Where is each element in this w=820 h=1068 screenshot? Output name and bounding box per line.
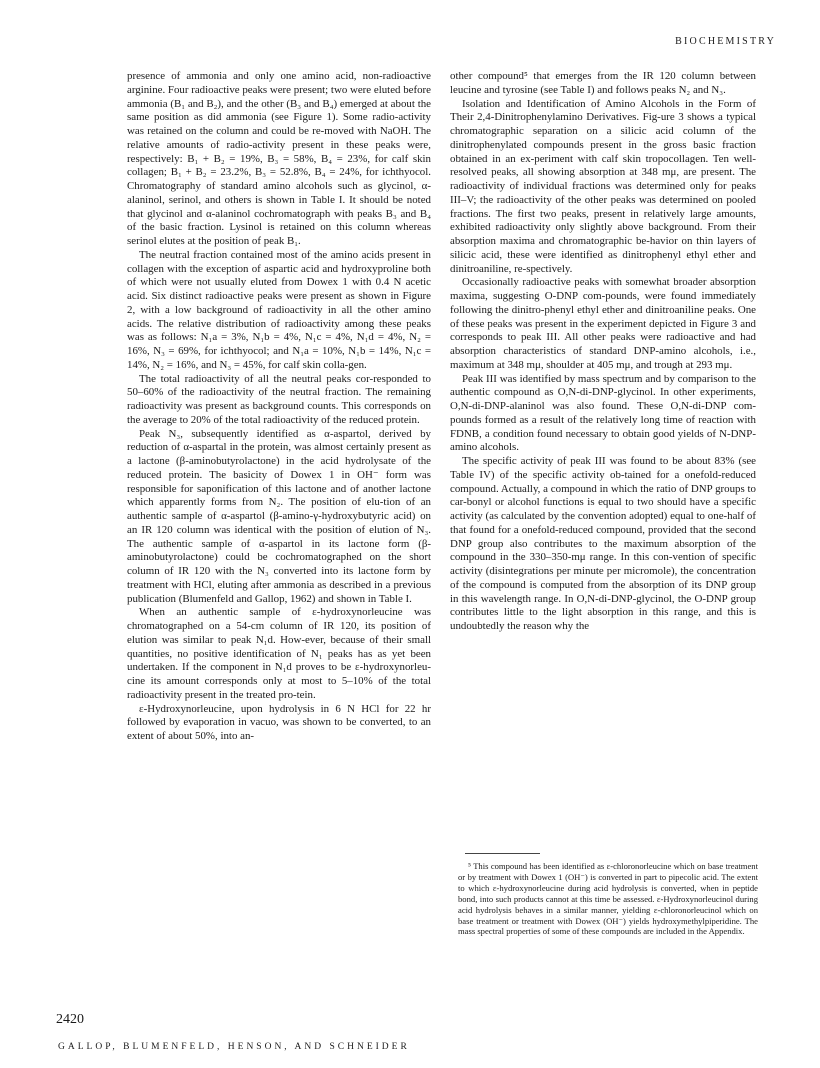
author-footer: GALLOP, BLUMENFELD, HENSON, AND SCHNEIDER <box>58 1042 410 1052</box>
paragraph: Occasionally radioactive peaks with somewhat broader absorption maxima, suggesting O-DNP com-pounds, were found immediately following the dinitro-phenyl ethyl ether and dinitroaniline peaks. One of these peaks was present in the experiment depicted in Figure 3 and corresponds to peak III. All other peaks were radioactive and had absorption characteristics of standard DNP-amino alcohols, i.e., maximum at 348 mμ, shoulder at 405 mμ, and trough at 293 mμ. <box>450 276 756 371</box>
paragraph: ε-Hydroxynorleucine, upon hydrolysis in 6 N HCl for 22 hr followed by evaporation in vacuo, was shown to be converted, to an extent of about 50%, into an- <box>127 702 431 742</box>
section-paragraph: Isolation and Identification of Amino Alcohols in the Form of Their 2,4-Dinitrophenylamino Derivatives. Fig-ure 3 shows a typical chromatographic separation on a silicic acid column of the dinitrophenylated compounds present in the gross basic fraction obtained in an ex-periment with calf skin tropocollagen. Ten well-resolved peaks, all showing absorption at 348 mμ, are present. The radioactivity of individual fractions was determined only for peaks III–V; the radioactivity of the other peaks was determined on pooled fractions. The first two peaks, present in relatively large amounts, exhibited radioactivity only slightly above background. From their absorption maxima and chromatographic be-havior on thin layers of silicic acid, these were identified as dinitrophenyl ethyl ether and dinitroaniline, re-spectively. <box>450 97 756 275</box>
right-column <box>450 70 756 634</box>
paragraph: Peak III was identified by mass spectrum and by comparison to the authentic compound as O,N-di-DNP-glycinol. In other experiments, O,N-di-DNP-alaninol was also found. These O,N-di-DNP com-pounds formed as a result of the relatively long time of reaction with FDNB, a condition found necessary to obtain good yields of N-DNP-amino alcohols. <box>450 372 756 454</box>
paragraph: The total radioactivity of all the neutral peaks cor-responded to 50–60% of the radioactivity of the neutral fraction. The remaining radioactivity was present as background counts. This corresponds on the average to 20% of the total radioactivity of the reduced protein. <box>127 372 431 426</box>
footnote-rule <box>465 853 540 854</box>
paragraph: When an authentic sample of ε-hydroxynorleucine was chromatographed on a 54-cm column of IR 120, its position of elution was similar to peak N₁d. How-ever, because of their small quantities, no positive identification of N₁ peaks has as yet been undertaken. If the component in N₁d proves to be ε-hydroxynorleu-cine its amount corresponds only at most to 5–10% of the total radioactivity present in the treated pro-tein. <box>127 606 431 701</box>
left-column <box>127 70 431 744</box>
paragraph: presence of ammonia and only one amino acid, non-radioactive arginine. Four radioactive peaks were present; two were eluted before ammonia (B₁ and B₂), and the other (B₃ and B₄) emerged at about the same position as did ammonia (see Figure 1). Some radio-activity was retained on the column and could be re-moved with NaOH. The relative amounts of radio-activity present in these peaks were, respectively: B₁ + B₂ = 19%, B₃ = 58%, B₄ = 23%, for calf skin collagen; B₁ + B₂ = 23.2%, B₃ = 52.8%, B₄ = 24%, for ichthyocol. Chromatography of standard amino alcohols such as glycinol, α-alaninol, serinol, and others is shown in Table I. It should be noted that glycinol and α-alaninol cochromatograph with peaks B₃ and B₄ of the basic fraction. Lysinol is retained on this column whereas serinol elutes at the position of peak B₁. <box>127 70 432 247</box>
footnote <box>458 861 758 937</box>
paragraph: The specific activity of peak III was found to be about 83% (see Table IV) of the specific activity ob-tained for a onefold-reduced compound. Actually, a compound in which the ratio of DNP groups to car-bonyl or alcohol functions is equal to two should have a specific activity (as calculated by the convention adopted) equal to one-half of that found for a onefold-reduced compound, provided that the second DNP group also contributes to the maximum absorption of the compound in the 330–350-mμ range. In this con-vention of specific activity (disintegrations per minute per micromole), the concentration of the compound is computed from the absorption of its DNP group in this wavelength range. In O,N-di-DNP-glycinol, the O-DNP group contributes little to the light absorption in this range, and this is undoubtedly the reason why the <box>450 455 756 632</box>
footnote-text: ⁵ This compound has been identified as ε-chloronorleucine which on base treatment or by treatment with Dowex 1 (OH⁻) is converted in part to pipecolic acid. The extent to which ε-hydroxynorleucine during acid hydrolysis is converted, when in peptide bond, into such products cannot at this time be assessed. ε-Hydroxynorleucinol during acid hydrolysis behaves in a similar manner, yielding ε-chloronorleucinol which on base treatment or treatment with Dowex (OH⁻) yields hydroxymethylpiperidine. The mass spectral properties of some of these compounds are included in the Appendix. <box>458 861 758 937</box>
journal-header: BIOCHEMISTRY <box>675 36 776 47</box>
paragraph: The neutral fraction contained most of the amino acids present in collagen with the exception of aspartic acid and hydroxyproline both of which were not usually eluted from Dowex 1 with 0.4 N acetic acid. Six distinct radioactive peaks were present as shown in Figure 2, with a low background of radioactivity in all the other amino acids. The relative distribution of radioactivity among these peaks was as follows: N₁a = 3%, N₁b = 4%, N₁c = 4%, N₁d = 4%, N₂ = 16%, N₃ = 69%, for ichthyocol; and N₁a = 10%, N₁b = 14%, N₁c = 14%, N₂ = 16%, and N₃ = 45%, for calf skin colla-gen. <box>127 248 431 371</box>
page-number: 2420 <box>56 1012 84 1027</box>
paragraph: Peak N₃, subsequently identified as α-aspartol, derived by reduction of α-aspartal in the protein, was almost certainly present as a lactone (β-aminobutyrolactone) in the acid hydrolysate of the reduced protein. The basicity of Dowex 1 in OH⁻ form was responsible for saponification of this lactone and of another lactone which apparently forms from N₂. The position of elu-tion of an authentic sample of α-aspartol (β-amino-γ-hydroxybutyric acid) on an IR 120 column was identical with the position of elution of N₃. The authentic sample of α-aspartol in its lactone form (β-aminobutyrolactone) could be cochromatographed on the short column of IR 120 with the N₃ converted into its lactone form by treatment with HCl, eluting after ammonia as described in a previous publication (Blumenfeld and Gallop, 1962) and shown in Table I. <box>127 427 431 605</box>
paragraph: other compound⁵ that emerges from the IR 120 column between leucine and tyrosine (see Table I) and follows peaks N₂ and N₃. <box>450 70 756 96</box>
